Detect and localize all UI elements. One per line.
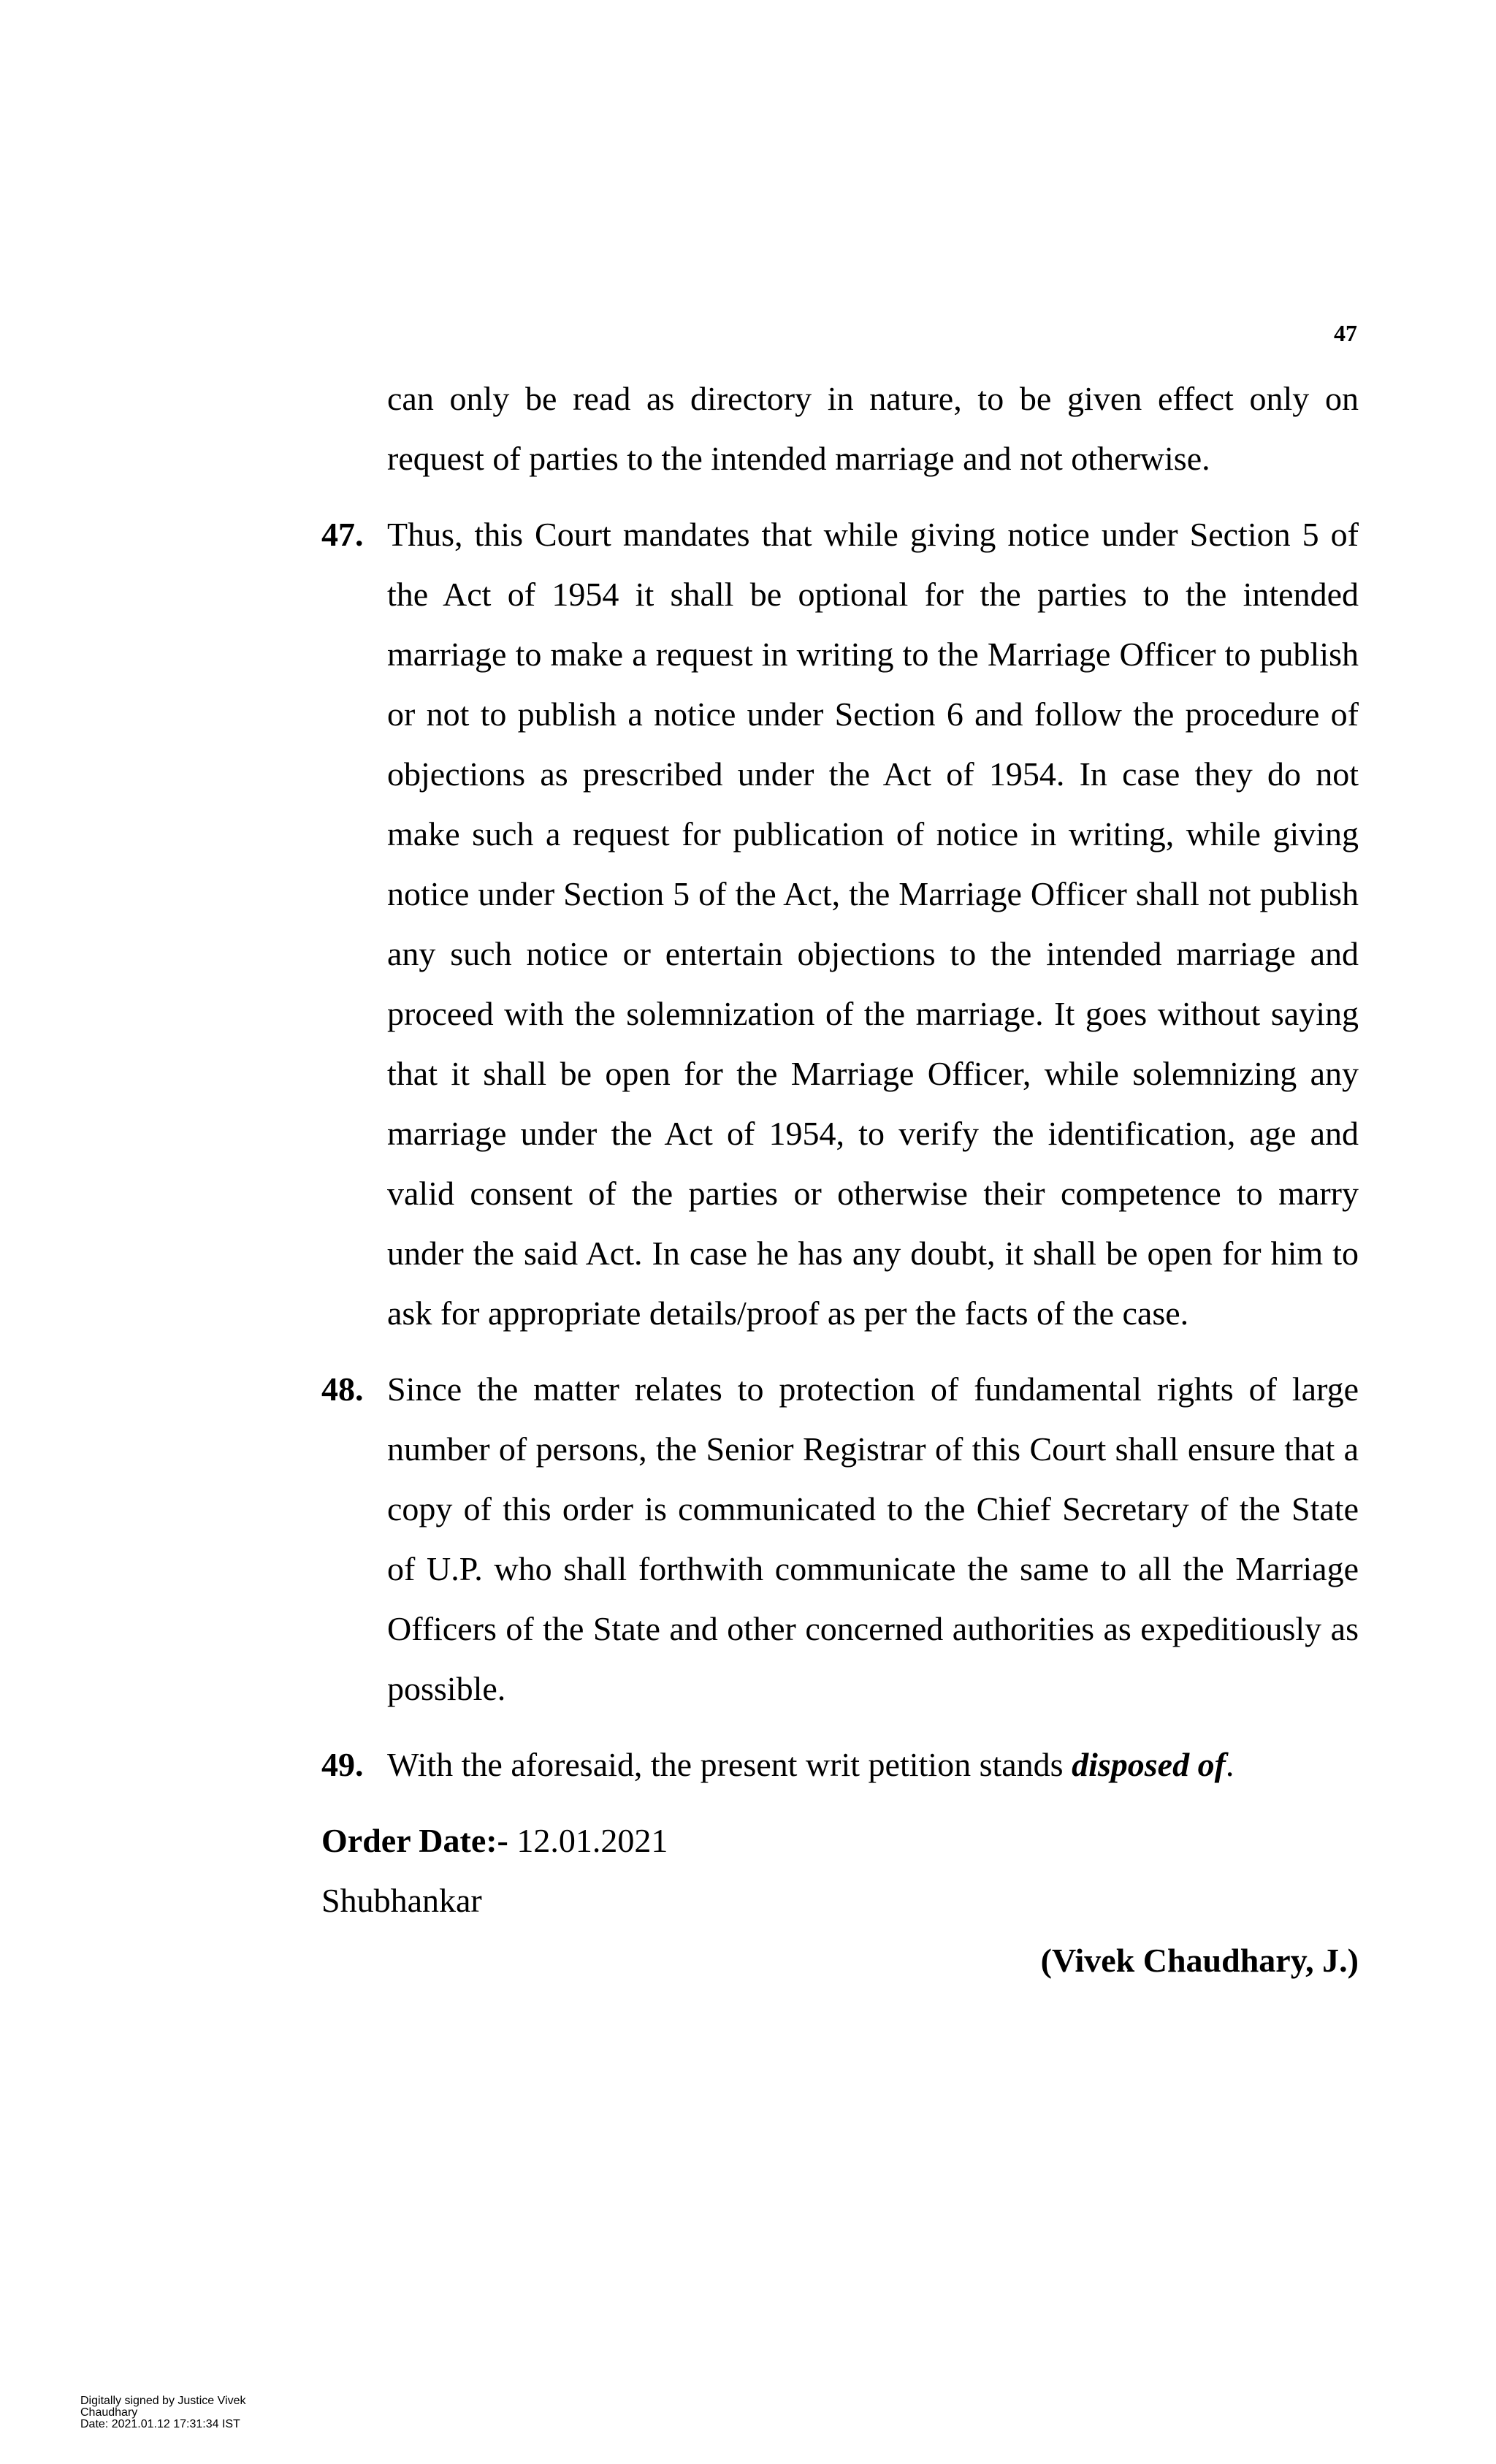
paragraph-48 bbox=[321, 1359, 1359, 1719]
digital-signature-line: Chaudhary bbox=[80, 2406, 138, 2419]
order-date-value: 12.01.2021 bbox=[508, 1822, 668, 1859]
paragraph-47 bbox=[321, 505, 1359, 1343]
order-date-line bbox=[321, 1811, 1359, 1871]
paragraph-text-before: With the aforesaid, the present writ petition stands bbox=[387, 1746, 1072, 1783]
paragraph-number: 49. bbox=[321, 1746, 364, 1783]
digital-signature-line: Digitally signed by Justice Vivek bbox=[80, 2395, 246, 2407]
staff-name: Shubhankar bbox=[321, 1882, 482, 1919]
digital-signature-date: Date: 2021.01.12 17:31:34 IST bbox=[80, 2418, 240, 2430]
paragraph-number: 48. bbox=[321, 1370, 364, 1408]
disposal-emphasis: disposed of bbox=[1072, 1746, 1226, 1783]
paragraph-number: 47. bbox=[321, 516, 364, 553]
paragraph-text: Thus, this Court mandates that while giving notice under Section 5 of the Act of 1954 it shall be optional for the parties to the intended marriage to make a request in writing to the Marriage Officer to publish or not to publish a notice under Section 6 and follow the procedure of objections as prescribed under the Act of 1954. In case they do not make such a request for publication of notice in writing, while giving notice under Section 5 of the Act, the Marriage Officer shall not publish any such notice or entertain objections to the intended marriage and proceed with the solemnization of the marriage. It goes without saying that it shall be open for the Marriage Officer, while solemnizing any marriage under the Act of 1954, to verify the identification, age and valid consent of the parties or otherwise their competence to marry under the said Act. In case he has any doubt, it shall be open for him to ask for appropriate details/proof as per the facts of the case. bbox=[387, 516, 1359, 1332]
page-number: 47 bbox=[1334, 320, 1357, 346]
document-body bbox=[321, 369, 1359, 1991]
judge-signature: (Vivek Chaudhary, J.) bbox=[1040, 1942, 1359, 1979]
paragraph-49 bbox=[321, 1735, 1359, 1795]
continued-paragraph: can only be read as directory in nature, to be given effect only on request of parties to the intended marriage and not otherwise. bbox=[387, 380, 1359, 477]
order-date-label: Order Date:- bbox=[321, 1822, 508, 1859]
digital-signature-block bbox=[80, 2395, 299, 2430]
paragraph-text-after: . bbox=[1225, 1746, 1234, 1783]
paragraph-text: Since the matter relates to protection of fundamental rights of large number of persons, the Senior Registrar of this Court shall ensure that a copy of this order is communicated to the Chief Secretary of the State of U.P. who shall forthwith communicate the same to all the Marriage Officers of the State and other concerned authorities as expeditiously as possible. bbox=[387, 1370, 1359, 1707]
